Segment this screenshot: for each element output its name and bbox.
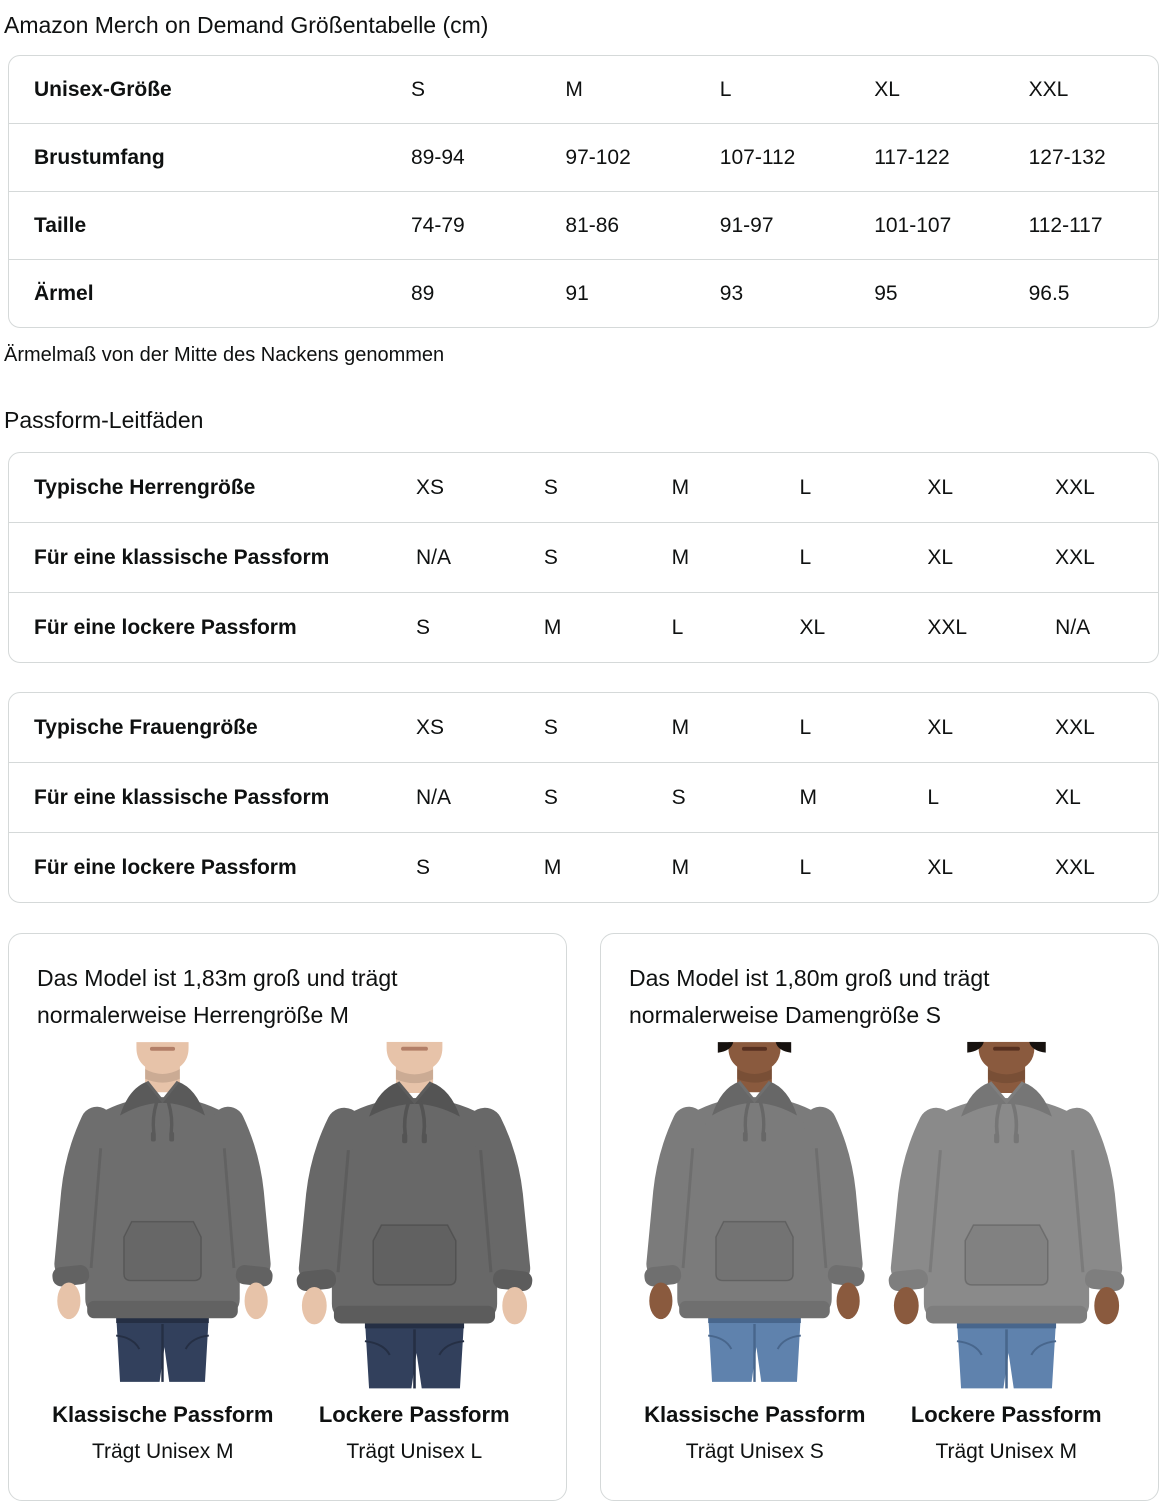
- fit-guides-heading: Passform-Leitfäden: [4, 407, 204, 433]
- size-cell: 81-86: [565, 213, 620, 237]
- table-row: [9, 56, 1158, 123]
- row-label: Für eine lockere Passform: [34, 615, 297, 639]
- size-cell: 97-102: [565, 145, 631, 169]
- female-hoodie-model-image: [629, 1042, 880, 1382]
- size-cell: S: [543, 715, 558, 739]
- model-figures: [629, 1042, 1132, 1464]
- size-cell: 74-79: [411, 213, 465, 237]
- table-row: [9, 762, 1158, 832]
- unisex-size-table: [8, 55, 1159, 328]
- model-photo-women-classic-fit: [629, 1042, 881, 1464]
- size-cell: XL: [927, 855, 954, 879]
- male-hoodie-model-image: [37, 1042, 288, 1382]
- figure-caption: [289, 1404, 541, 1464]
- size-cell: S: [671, 785, 686, 809]
- size-cell: M: [543, 855, 562, 879]
- size-cell: 89-94: [411, 145, 465, 169]
- model-description: Das Model ist 1,80m groß und trägt normalerweise Damengröße S: [629, 965, 990, 1028]
- fit-label: Klassische Passform: [644, 1402, 866, 1427]
- size-cell: S: [416, 855, 431, 879]
- model-photo-women-loose-fit: [881, 1042, 1133, 1464]
- size-cell: XL: [1055, 785, 1081, 809]
- page-title: Amazon Merch on Demand Größentabelle (cm): [4, 12, 489, 38]
- fit-label: Lockere Passform: [318, 1402, 510, 1427]
- size-cell: M: [671, 715, 690, 739]
- model-description: Das Model ist 1,83m groß und trägt normalerweise Herrengröße M: [37, 965, 398, 1028]
- size-cell: 101-107: [874, 213, 952, 237]
- size-cell: L: [799, 715, 812, 739]
- wears-label: Trägt Unisex M: [935, 1440, 1078, 1463]
- table-row: [9, 191, 1158, 259]
- row-label: Typische Herrengröße: [34, 475, 256, 499]
- size-cell: M: [671, 855, 690, 879]
- row-label: Für eine klassische Passform: [34, 785, 330, 809]
- size-cell: L: [799, 855, 812, 879]
- size-cell: XXL: [1055, 545, 1095, 569]
- wears-label: Trägt Unisex S: [685, 1440, 824, 1463]
- row-label: Unisex-Größe: [34, 77, 172, 101]
- size-cell: L: [927, 785, 940, 809]
- size-cell: XS: [416, 475, 445, 499]
- size-cell: XL: [927, 545, 954, 569]
- row-label: Brustumfang: [34, 145, 165, 169]
- fit-label: Lockere Passform: [910, 1402, 1102, 1427]
- figure-caption: [629, 1404, 881, 1464]
- size-cell: 107-112: [719, 145, 796, 169]
- size-cell: 96.5: [1028, 281, 1070, 305]
- size-cell: M: [565, 77, 583, 101]
- size-cell: 91: [565, 281, 589, 305]
- size-cell: S: [411, 77, 426, 101]
- size-cell: XXL: [1028, 77, 1069, 101]
- sleeve-measure-note: Ärmelmaß von der Mitte des Nackens genommen: [4, 344, 445, 366]
- size-cell: N/A: [416, 545, 452, 569]
- size-cell: S: [543, 545, 558, 569]
- size-cell: XL: [874, 77, 900, 101]
- row-label: Für eine klassische Passform: [34, 545, 330, 569]
- size-cell: 91-97: [719, 213, 774, 237]
- size-cell: 93: [719, 281, 744, 305]
- size-cell: 95: [874, 281, 898, 305]
- size-cell: L: [671, 615, 684, 639]
- size-cell: S: [543, 785, 558, 809]
- table-row: [9, 832, 1158, 902]
- fit-label: Klassische Passform: [52, 1402, 274, 1427]
- table-row: [9, 453, 1158, 522]
- wears-label: Trägt Unisex M: [91, 1440, 234, 1463]
- figure-caption: [881, 1404, 1133, 1464]
- table-row: [9, 592, 1158, 662]
- womens-model-card: [600, 933, 1159, 1501]
- size-cell: XS: [416, 715, 445, 739]
- size-cell: N/A: [416, 785, 452, 809]
- size-cell: XL: [927, 475, 954, 499]
- size-cell: XL: [799, 615, 826, 639]
- model-cards: [8, 933, 1159, 1501]
- size-cell: XXL: [1055, 855, 1095, 879]
- row-label: Taille: [34, 213, 87, 237]
- size-cell: 127-132: [1028, 145, 1106, 169]
- figure-caption: [37, 1404, 289, 1464]
- row-label: Für eine lockere Passform: [34, 855, 297, 879]
- mens-model-card: [8, 933, 567, 1501]
- size-cell: M: [543, 615, 562, 639]
- row-label: Typische Frauengröße: [34, 715, 258, 739]
- size-cell: L: [799, 475, 812, 499]
- size-cell: M: [799, 785, 817, 809]
- size-cell: M: [671, 545, 690, 569]
- size-cell: N/A: [1055, 615, 1091, 639]
- size-cell: 89: [411, 281, 435, 305]
- size-cell: L: [799, 545, 812, 569]
- female-hoodie-model-image: [872, 1042, 1141, 1389]
- table-row: [9, 123, 1158, 191]
- size-cell: XXL: [1055, 475, 1095, 499]
- size-cell: M: [671, 475, 690, 499]
- size-cell: 117-122: [874, 145, 950, 169]
- table-row: [9, 522, 1158, 592]
- model-photo-men-loose-fit: [289, 1042, 541, 1464]
- mens-fit-table: [8, 452, 1159, 663]
- size-cell: 112-117: [1028, 213, 1103, 237]
- size-cell: S: [543, 475, 558, 499]
- size-cell: XXL: [927, 615, 968, 639]
- wears-label: Trägt Unisex L: [346, 1440, 483, 1463]
- size-cell: L: [719, 77, 732, 101]
- model-photo-men-classic-fit: [37, 1042, 289, 1464]
- row-label: Ärmel: [34, 281, 94, 305]
- model-figures: [37, 1042, 540, 1464]
- male-hoodie-model-image: [280, 1042, 549, 1389]
- size-guide-page: [0, 12, 1167, 1501]
- size-cell: XXL: [1055, 715, 1095, 739]
- size-cell: XL: [927, 715, 954, 739]
- table-row: [9, 693, 1158, 762]
- womens-fit-table: [8, 692, 1159, 903]
- size-cell: S: [416, 615, 431, 639]
- table-row: [9, 259, 1158, 327]
